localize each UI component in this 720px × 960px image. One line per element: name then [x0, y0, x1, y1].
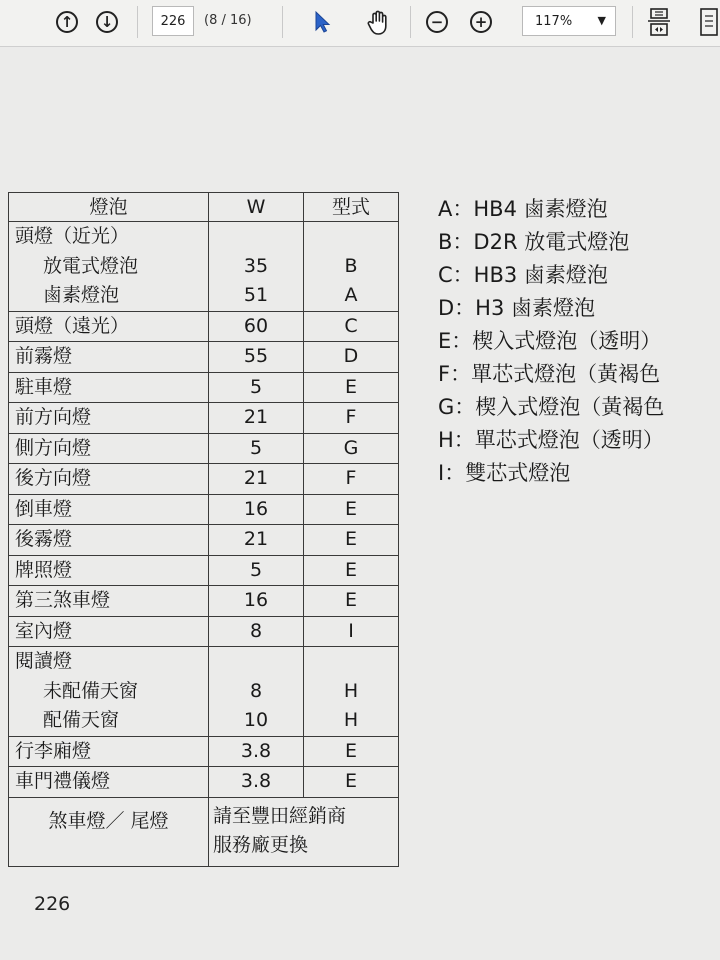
zoom-out-button[interactable] [422, 7, 452, 37]
table-row [9, 222, 399, 312]
fit-page-icon [646, 7, 672, 37]
legend-item: B：D2R 放電式燈泡 [438, 230, 630, 254]
type-cell [304, 342, 399, 373]
type-value: H [343, 679, 359, 702]
bulb-name: 未配備天窗 [43, 679, 139, 702]
watt-value: 8 [249, 619, 263, 642]
watt-value: 21 [243, 406, 269, 428]
bulb-name-cell [9, 586, 209, 617]
watt-value: 16 [243, 497, 269, 520]
bulb-name-cell [9, 222, 209, 312]
pdf-toolbar [0, 0, 720, 47]
type-cell [304, 647, 399, 737]
plus-icon: + [470, 11, 492, 33]
header-watt: W [209, 193, 304, 222]
type-cell [304, 767, 399, 798]
type-cell [304, 525, 399, 556]
table-row [9, 736, 399, 767]
watt-value: 55 [243, 345, 269, 367]
watt-value: 51 [243, 284, 269, 306]
watt-value: 10 [243, 709, 269, 731]
type-cell [304, 464, 399, 495]
prev-page-button[interactable] [52, 7, 82, 37]
watt-value: 60 [243, 314, 269, 337]
legend-item: C：HB3 鹵素燈泡 [438, 263, 608, 287]
watt-value: 8 [249, 679, 263, 702]
table-row [9, 525, 399, 556]
toolbar-divider [137, 6, 138, 38]
bulb-type-legend [438, 193, 664, 490]
watt-cell [209, 555, 304, 586]
document-page [0, 47, 720, 960]
watt-cell [209, 736, 304, 767]
watt-value: 5 [249, 436, 263, 459]
legend-item: A：HB4 鹵素燈泡 [438, 197, 608, 221]
type-cell [304, 616, 399, 647]
select-tool-button[interactable] [307, 7, 337, 37]
bulb-name: 行李廂燈 [15, 739, 92, 762]
page-view-icon [697, 7, 720, 37]
legend-item: E：楔入式燈泡（透明） [438, 329, 662, 353]
bulb-name: 前霧燈 [15, 345, 73, 367]
table-row [9, 555, 399, 586]
minus-icon: − [426, 11, 448, 33]
type-value: F [345, 406, 357, 428]
type-value: I [348, 619, 354, 642]
page-number-value: 226 [160, 13, 186, 29]
header-type: 型式 [304, 193, 399, 222]
watt-cell [209, 311, 304, 342]
table-row [9, 616, 399, 647]
table-row [9, 311, 399, 342]
watt-cell [209, 586, 304, 617]
type-cell [304, 586, 399, 617]
watt-cell [209, 494, 304, 525]
type-value: E [344, 589, 357, 611]
arrow-up-icon: ↑ [56, 11, 78, 33]
type-value: F [345, 467, 357, 489]
bulb-name-cell [9, 403, 209, 434]
page-number-input[interactable] [152, 6, 194, 36]
type-value: E [344, 528, 357, 550]
watt-cell [209, 525, 304, 556]
bulb-name-cell [9, 767, 209, 798]
watt-cell [209, 616, 304, 647]
watt-value: 3.8 [240, 770, 272, 792]
bulb-name-cell [9, 342, 209, 373]
bulb-name: 頭燈（近光） [15, 225, 130, 247]
arrow-down-icon: ↓ [96, 11, 118, 33]
watt-cell [209, 464, 304, 495]
bulb-name-cell [9, 494, 209, 525]
bulb-name-cell [9, 647, 209, 737]
legend-item: F：單芯式燈泡（黃褐色 [438, 362, 661, 386]
hand-tool-button[interactable] [362, 7, 396, 37]
watt-cell [209, 403, 304, 434]
type-value: G [343, 436, 359, 459]
cursor-arrow-icon [313, 10, 331, 34]
table-row [9, 433, 399, 464]
type-value: H [343, 709, 359, 731]
type-value [304, 222, 398, 252]
page-count: (8 / 16) [204, 13, 252, 28]
bulb-name: 鹵素燈泡 [43, 284, 120, 306]
watt-value: 16 [243, 589, 269, 611]
watt-value [209, 647, 303, 677]
next-page-button[interactable] [92, 7, 122, 37]
bulb-name-cell [9, 464, 209, 495]
watt-cell [209, 222, 304, 312]
table-body [9, 222, 399, 798]
type-cell [304, 403, 399, 434]
bulb-name: 側方向燈 [15, 436, 92, 459]
table-row [9, 494, 399, 525]
bulb-name-cell [9, 372, 209, 403]
watt-cell [209, 647, 304, 737]
dealer-note-line-2: 服務廠更換 [213, 834, 309, 856]
type-value: E [344, 558, 357, 581]
brake-tail-lamp-name: 煞車燈／ 尾燈 [9, 797, 209, 866]
bulb-name: 頭燈（遠光） [15, 314, 130, 337]
dealer-note [209, 797, 399, 866]
watt-value: 21 [243, 467, 269, 489]
zoom-in-button[interactable] [466, 7, 496, 37]
table-header-row [9, 193, 399, 222]
type-cell [304, 736, 399, 767]
type-cell [304, 494, 399, 525]
header-bulb: 燈泡 [9, 193, 209, 222]
type-value: E [344, 770, 357, 792]
page-number: 226 [34, 893, 71, 915]
fit-page-button[interactable] [644, 7, 674, 37]
bulb-name: 閱讀燈 [15, 650, 73, 672]
table-row [9, 403, 399, 434]
bulb-name: 牌照燈 [15, 558, 73, 581]
watt-value [209, 222, 303, 252]
bulb-name: 後方向燈 [15, 467, 92, 489]
table-row [9, 342, 399, 373]
zoom-value: 117% [535, 13, 573, 29]
type-value: D [343, 345, 359, 367]
watt-value: 5 [249, 375, 263, 398]
bulb-name: 第三煞車燈 [15, 589, 111, 611]
table-row [9, 464, 399, 495]
type-cell [304, 555, 399, 586]
watt-cell [209, 372, 304, 403]
rotate-view-button[interactable] [694, 7, 720, 37]
type-value: E [344, 739, 357, 762]
bulb-name: 放電式燈泡 [43, 254, 139, 277]
watt-value: 5 [249, 558, 263, 581]
type-cell [304, 433, 399, 464]
bulb-name: 倒車燈 [15, 497, 73, 520]
type-value: E [344, 497, 357, 520]
bulb-name-cell [9, 736, 209, 767]
toolbar-divider [410, 6, 411, 38]
type-cell [304, 372, 399, 403]
type-value: E [344, 375, 357, 398]
watt-value: 3.8 [240, 739, 272, 762]
type-value: B [344, 254, 358, 277]
table-row [9, 647, 399, 737]
type-cell [304, 311, 399, 342]
type-value: A [344, 284, 358, 306]
legend-item: G：楔入式燈泡（黃褐色 [438, 395, 665, 419]
type-value [304, 647, 398, 677]
zoom-select[interactable] [522, 6, 616, 36]
bulb-name: 後霧燈 [15, 528, 73, 550]
table-row-brake-tail [9, 797, 399, 866]
bulb-name: 室內燈 [15, 619, 73, 642]
dropdown-arrow-icon: ▼ [597, 14, 606, 27]
type-cell [304, 222, 399, 312]
type-value: C [344, 314, 358, 337]
bulb-name-cell [9, 616, 209, 647]
watt-value: 21 [243, 528, 269, 550]
bulb-name-cell [9, 311, 209, 342]
table-row [9, 372, 399, 403]
watt-cell [209, 433, 304, 464]
watt-cell [209, 767, 304, 798]
bulb-name-cell [9, 433, 209, 464]
watt-value: 35 [243, 254, 269, 277]
toolbar-divider [632, 6, 633, 38]
bulb-spec-table [8, 192, 399, 867]
table-row [9, 767, 399, 798]
bulb-name-cell [9, 555, 209, 586]
table-row [9, 586, 399, 617]
toolbar-divider [282, 6, 283, 38]
legend-item: D：H3 鹵素燈泡 [438, 296, 595, 320]
bulb-name: 前方向燈 [15, 406, 92, 428]
bulb-name-cell [9, 525, 209, 556]
bulb-name: 駐車燈 [15, 375, 73, 398]
legend-item: H：單芯式燈泡（透明） [438, 428, 664, 452]
bulb-name: 配備天窗 [43, 709, 120, 731]
bulb-name: 車門禮儀燈 [15, 770, 111, 792]
hand-icon [365, 8, 393, 36]
watt-cell [209, 342, 304, 373]
legend-item: I：雙芯式燈泡 [438, 461, 571, 485]
dealer-note-line-1: 請至豐田經銷商 [213, 804, 347, 827]
